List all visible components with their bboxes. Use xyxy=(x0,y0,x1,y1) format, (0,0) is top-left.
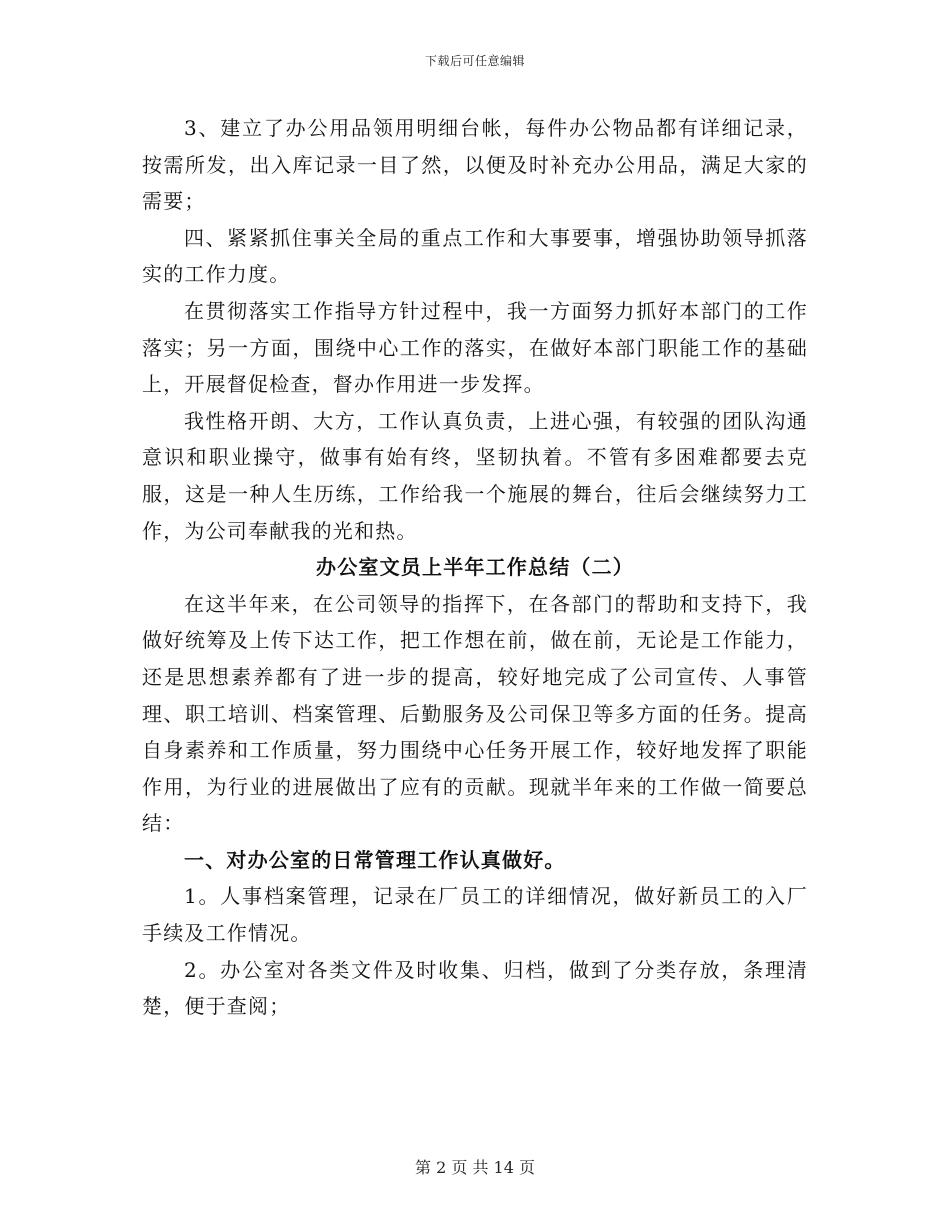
page-number-footer: 第 2 页 共 14 页 xyxy=(415,1158,535,1177)
paragraph-key-work: 四、紧紧抓住事关全局的重点工作和大事要事，增强协助领导抓落实的工作力度。 xyxy=(142,225,808,287)
paragraph-implementation: 在贯彻落实工作指导方针过程中，我一方面努力抓好本部门的工作落实；另一方面，围绕中心工作的落实，在做好本部门职能工作的基础上，开展督促检查，督办作用进一步发挥。 xyxy=(142,298,808,397)
page-header-note: 下载后可任意编辑 xyxy=(424,54,525,68)
subheading-daily-management: 一、对办公室的日常管理工作认真做好。 xyxy=(184,847,566,872)
paragraph-half-year-summary: 在这半年来，在公司领导的指挥下，在各部门的帮助和支持下，我做好统筹及上传下达工作，把工作想在前，做在前，无论是工作能力，还是思想素养都有了进一步的提高，较好地完成了公司宣传、人事管理、职工培训、档案管理、后勤服务及公司保卫等多方面的任务。提高自身素养和工作质量，努力围绕中心任务开展工作，较好地发挥了职能作用，为行业的进展做出了应有的贡献。现就半年来的工作做一简要总结： xyxy=(142,591,808,836)
document-body xyxy=(142,110,808,1025)
paragraph-document-archiving: 2。办公室对各类文件及时收集、归档，做到了分类存放，条理清楚，便于查阅； xyxy=(142,957,808,1019)
section-title: 办公室文员上半年工作总结（二） xyxy=(316,555,634,580)
paragraph-personality: 我性格开朗、大方，工作认真负责，上进心强，有较强的团队沟通意识和职业操守，做事有始有终，坚韧执着。不管有多困难都要去克服，这是一种人生历练，工作给我一个施展的舞台，往后会继续努力工作，为公司奉献我的光和热。 xyxy=(142,408,808,543)
paragraph-office-supplies: 3、建立了办公用品领用明细台帐，每件办公物品都有详细记录，按需所发，出入库记录一目了然，以便及时补充办公用品，满足大家的需要； xyxy=(142,116,808,214)
paragraph-personnel-files: 1。人事档案管理，记录在厂员工的详细情况，做好新员工的入厂手续及工作情况。 xyxy=(142,884,808,946)
